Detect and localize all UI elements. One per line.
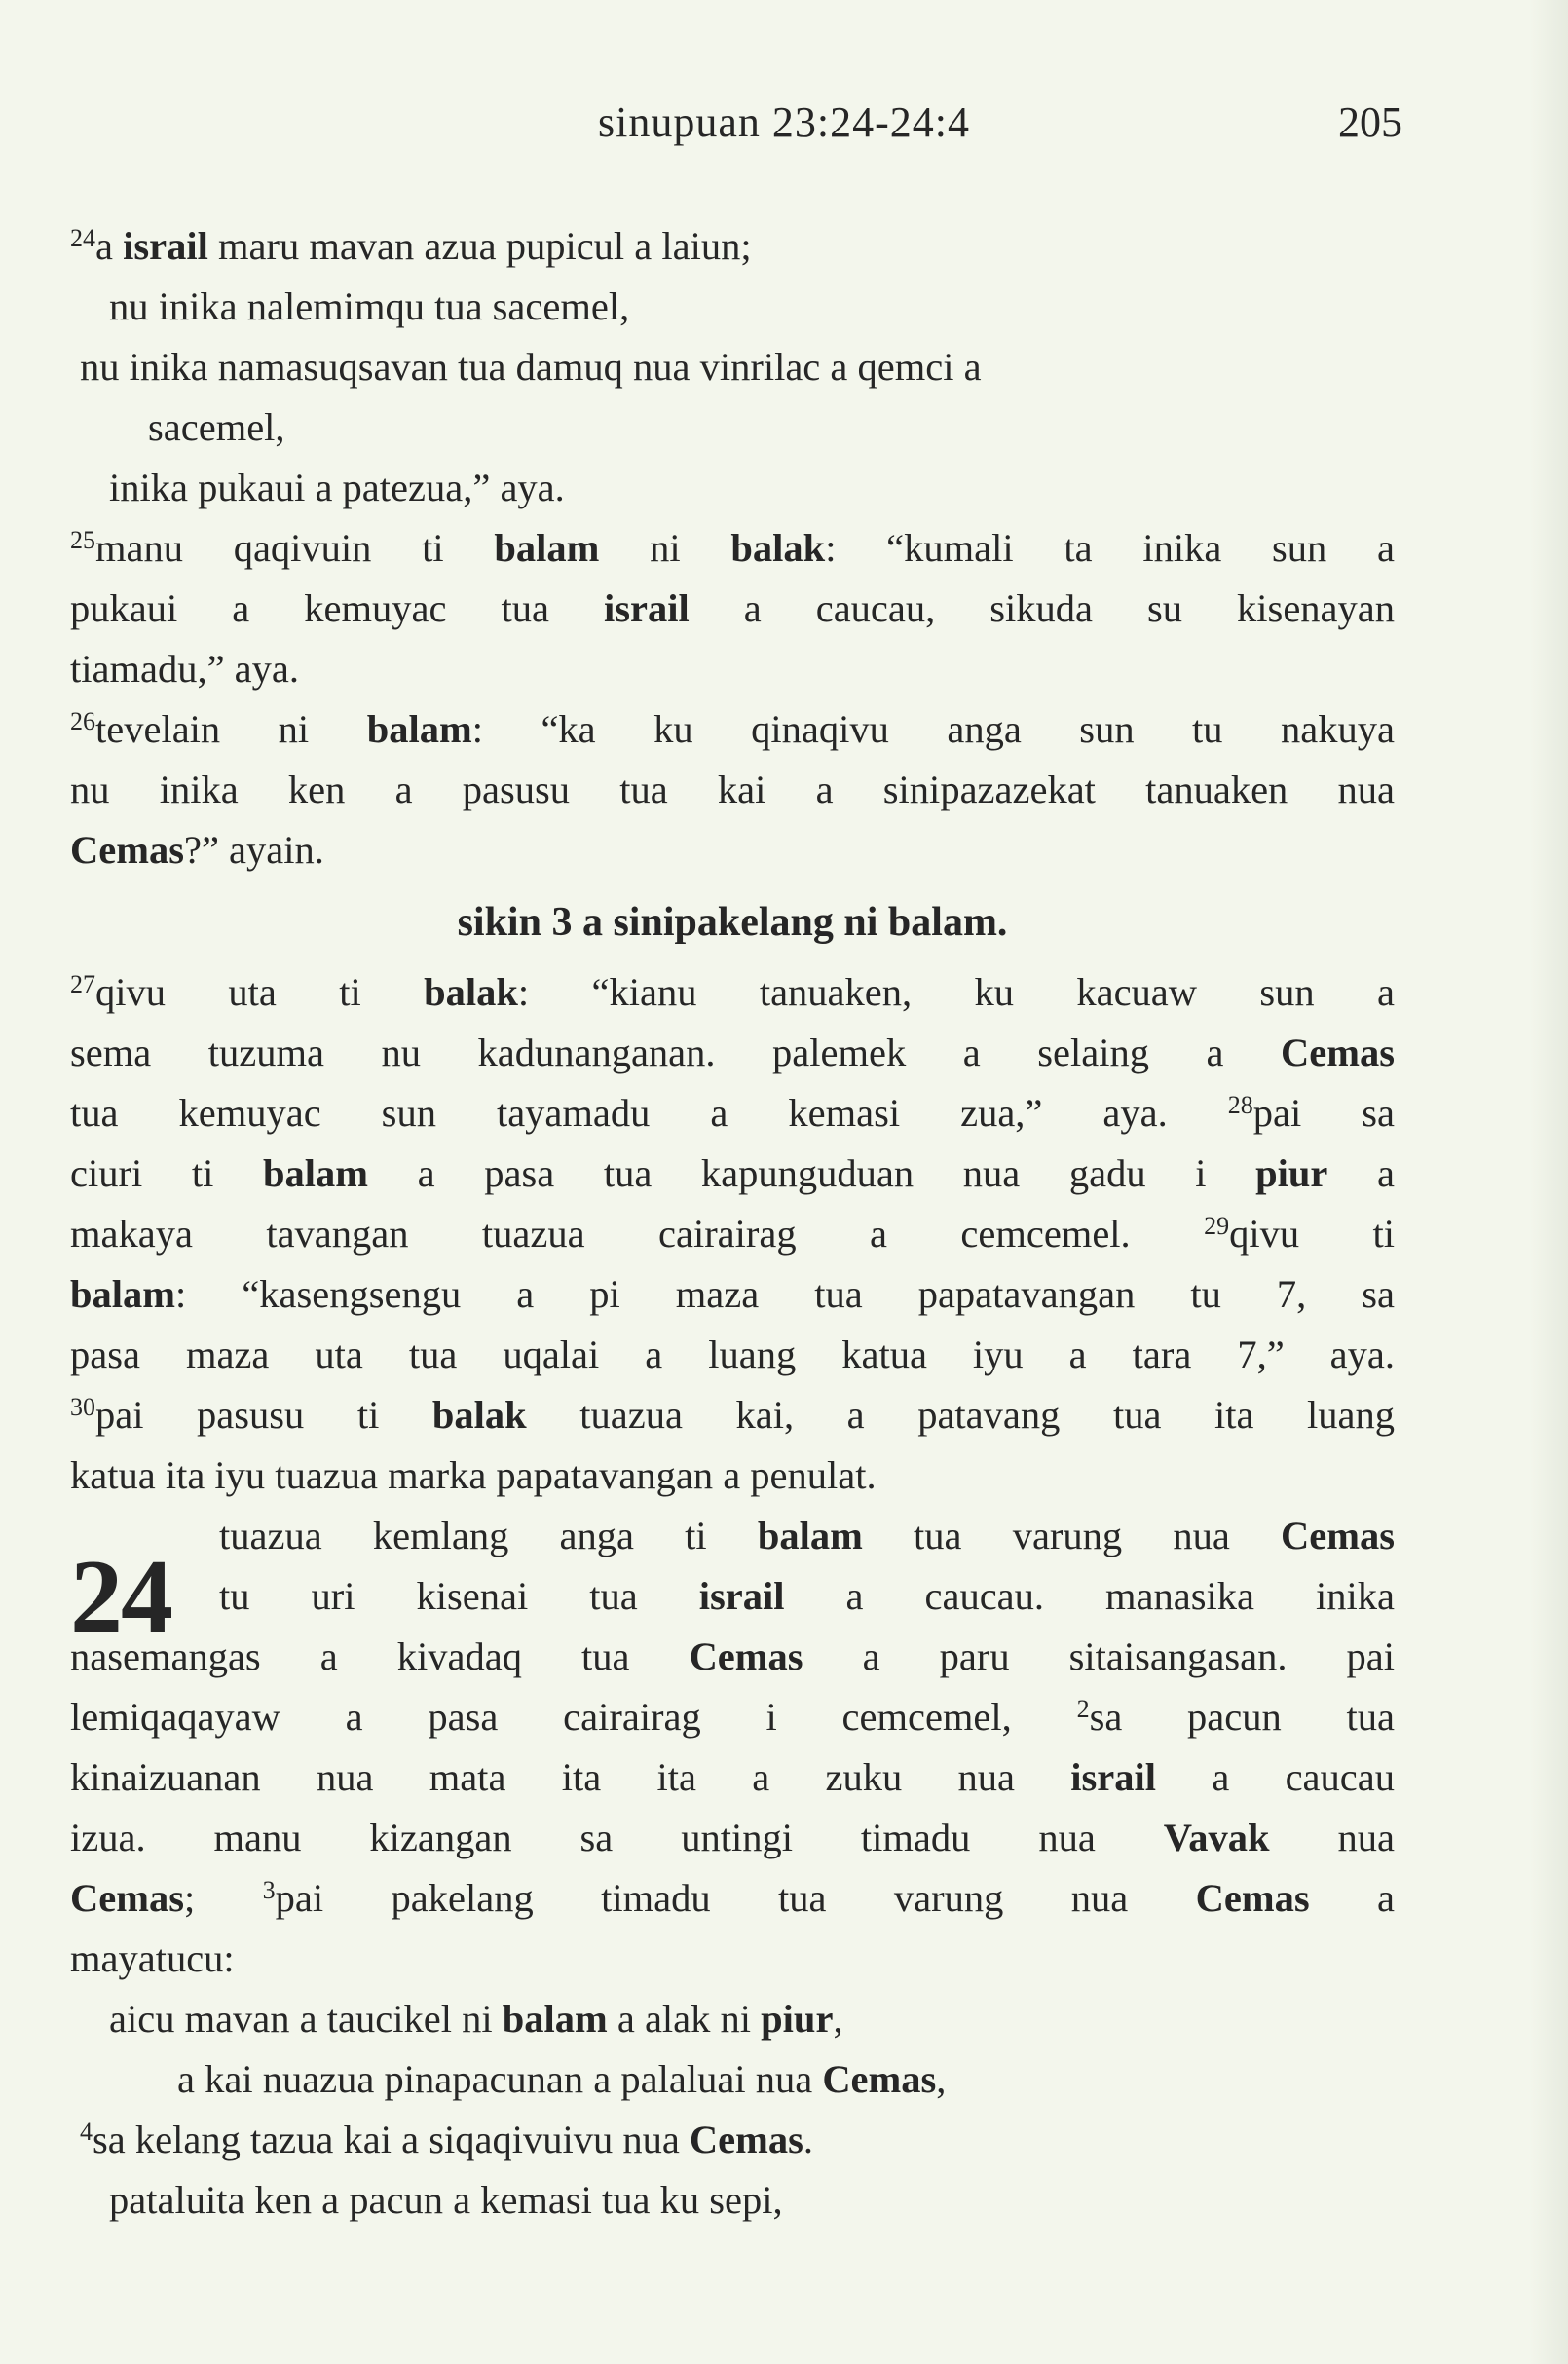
verse-line: $^{26}$tevelain ni balam: “ka ku qinaqivu anga sun tu nakuya	[70, 707, 1396, 751]
chapter-number: 24	[70, 1539, 171, 1655]
verse-line: pukaui a kemuyac tua israil a caucau, sikuda su kisenayan	[70, 586, 1395, 630]
verse-number: 25	[70, 526, 95, 554]
page-number: 205	[1338, 98, 1402, 146]
verse-line: nu inika nalemimqu tua sacemel,	[109, 284, 630, 328]
verse-number: 4	[80, 2118, 93, 2146]
running-head: sinupuan 23:24-24:4	[598, 98, 970, 146]
verse-line: makaya tavangan tuazua cairairag a cemcemel. $^{29}$qivu ti	[70, 1212, 1395, 1256]
verse-line: $^{24}$a israil maru mavan azua pupicul a laiun;	[70, 224, 752, 268]
poetry-line: pataluita ken a pacun a kemasi tua ku sepi,	[109, 2178, 783, 2222]
verse-line: balam: “kasengsengu a pi maza tua papatavangan tu 7, sa	[70, 1272, 1395, 1316]
verse-line: pasa maza uta tua uqalai a luang katua iyu a tara 7,” aya.	[70, 1332, 1395, 1376]
page-body	[70, 216, 1395, 2231]
verse-line: $^{30}$pai pasusu ti balak tuazua kai, a patavang tua ita luang	[70, 1393, 1395, 1437]
poetry-line: a kai nuazua pinapacunan a palaluai nua Cemas,	[177, 2057, 947, 2101]
page-header	[0, 97, 1568, 156]
verse-line: inika pukaui a patezua,” aya.	[109, 466, 565, 509]
verse-line: katua ita iyu tuazua marka papatavangan a penulat.	[70, 1453, 877, 1497]
verse-number: 26	[70, 707, 95, 735]
chapter-block	[70, 1506, 1396, 1655]
verse-line: tuazua kemlang anga ti balam tua varung nua Cemas	[219, 1514, 1396, 1557]
verse-line: Cemas; $^3$pai pakelang timadu tua varung nua Cemas a	[70, 1876, 1395, 1920]
verse-line: $^{27}$qivu uta ti balak: “kianu tanuaken, ku kacuaw sun a	[70, 970, 1395, 1014]
verse-number: 3	[262, 1876, 276, 1904]
verse-line: mayatucu:	[70, 1936, 235, 1980]
verse-number: 24	[70, 224, 95, 252]
verse-line: tiamadu,” aya.	[70, 647, 300, 691]
verse-line: nasemangas a kivadaq tua Cemas a paru sitaisangasan. pai	[70, 1634, 1395, 1678]
verse-line: nu inika namasuqsavan tua damuq nua vinrilac a qemci a	[80, 345, 982, 389]
verse-line: sacemel,	[148, 405, 285, 449]
verse-number: 2	[1076, 1695, 1090, 1723]
verse-number: 29	[1204, 1212, 1230, 1240]
section-heading: sikin 3 a sinipakelang ni balam.	[457, 900, 1008, 945]
verse-line: lemiqaqayaw a pasa cairairag i cemcemel, $^2$sa pacun tua	[70, 1695, 1395, 1739]
poetry-line: $^4$sa kelang tazua kai a siqaqivuivu nua Cemas.	[80, 2118, 814, 2161]
verse-line: tu uri kisenai tua israil a caucau. manasika inika	[219, 1574, 1395, 1618]
verse-line: sema tuzuma nu kadunanganan. palemek a selaing a Cemas	[70, 1031, 1395, 1074]
verse-line: kinaizuanan nua mata ita ita a zuku nua israil a caucau	[70, 1755, 1395, 1799]
verse-line: nu inika ken a pasusu tua kai a sinipazazekat tanuaken nua	[70, 768, 1395, 811]
verse-line: ciuri ti balam a pasa tua kapunguduan nua gadu i piur a	[70, 1151, 1395, 1195]
verse-number: 27	[70, 970, 95, 998]
verse-line: izua. manu kizangan sa untingi timadu nua Vavak nua	[70, 1816, 1395, 1859]
verse-line: Cemas?” ayain.	[70, 828, 324, 872]
page-edge-shadow	[1529, 0, 1568, 2364]
poetry-line: aicu mavan a taucikel ni balam a alak ni piur,	[109, 1997, 843, 2041]
verse-number: 28	[1227, 1091, 1253, 1119]
verse-line: tua kemuyac sun tayamadu a kemasi zua,” aya. $^{28}$pai sa	[70, 1091, 1395, 1135]
verse-number: 30	[70, 1393, 95, 1421]
verse-line: $^{25}$manu qaqivuin ti balam ni balak: “kumali ta inika sun a	[70, 526, 1395, 570]
